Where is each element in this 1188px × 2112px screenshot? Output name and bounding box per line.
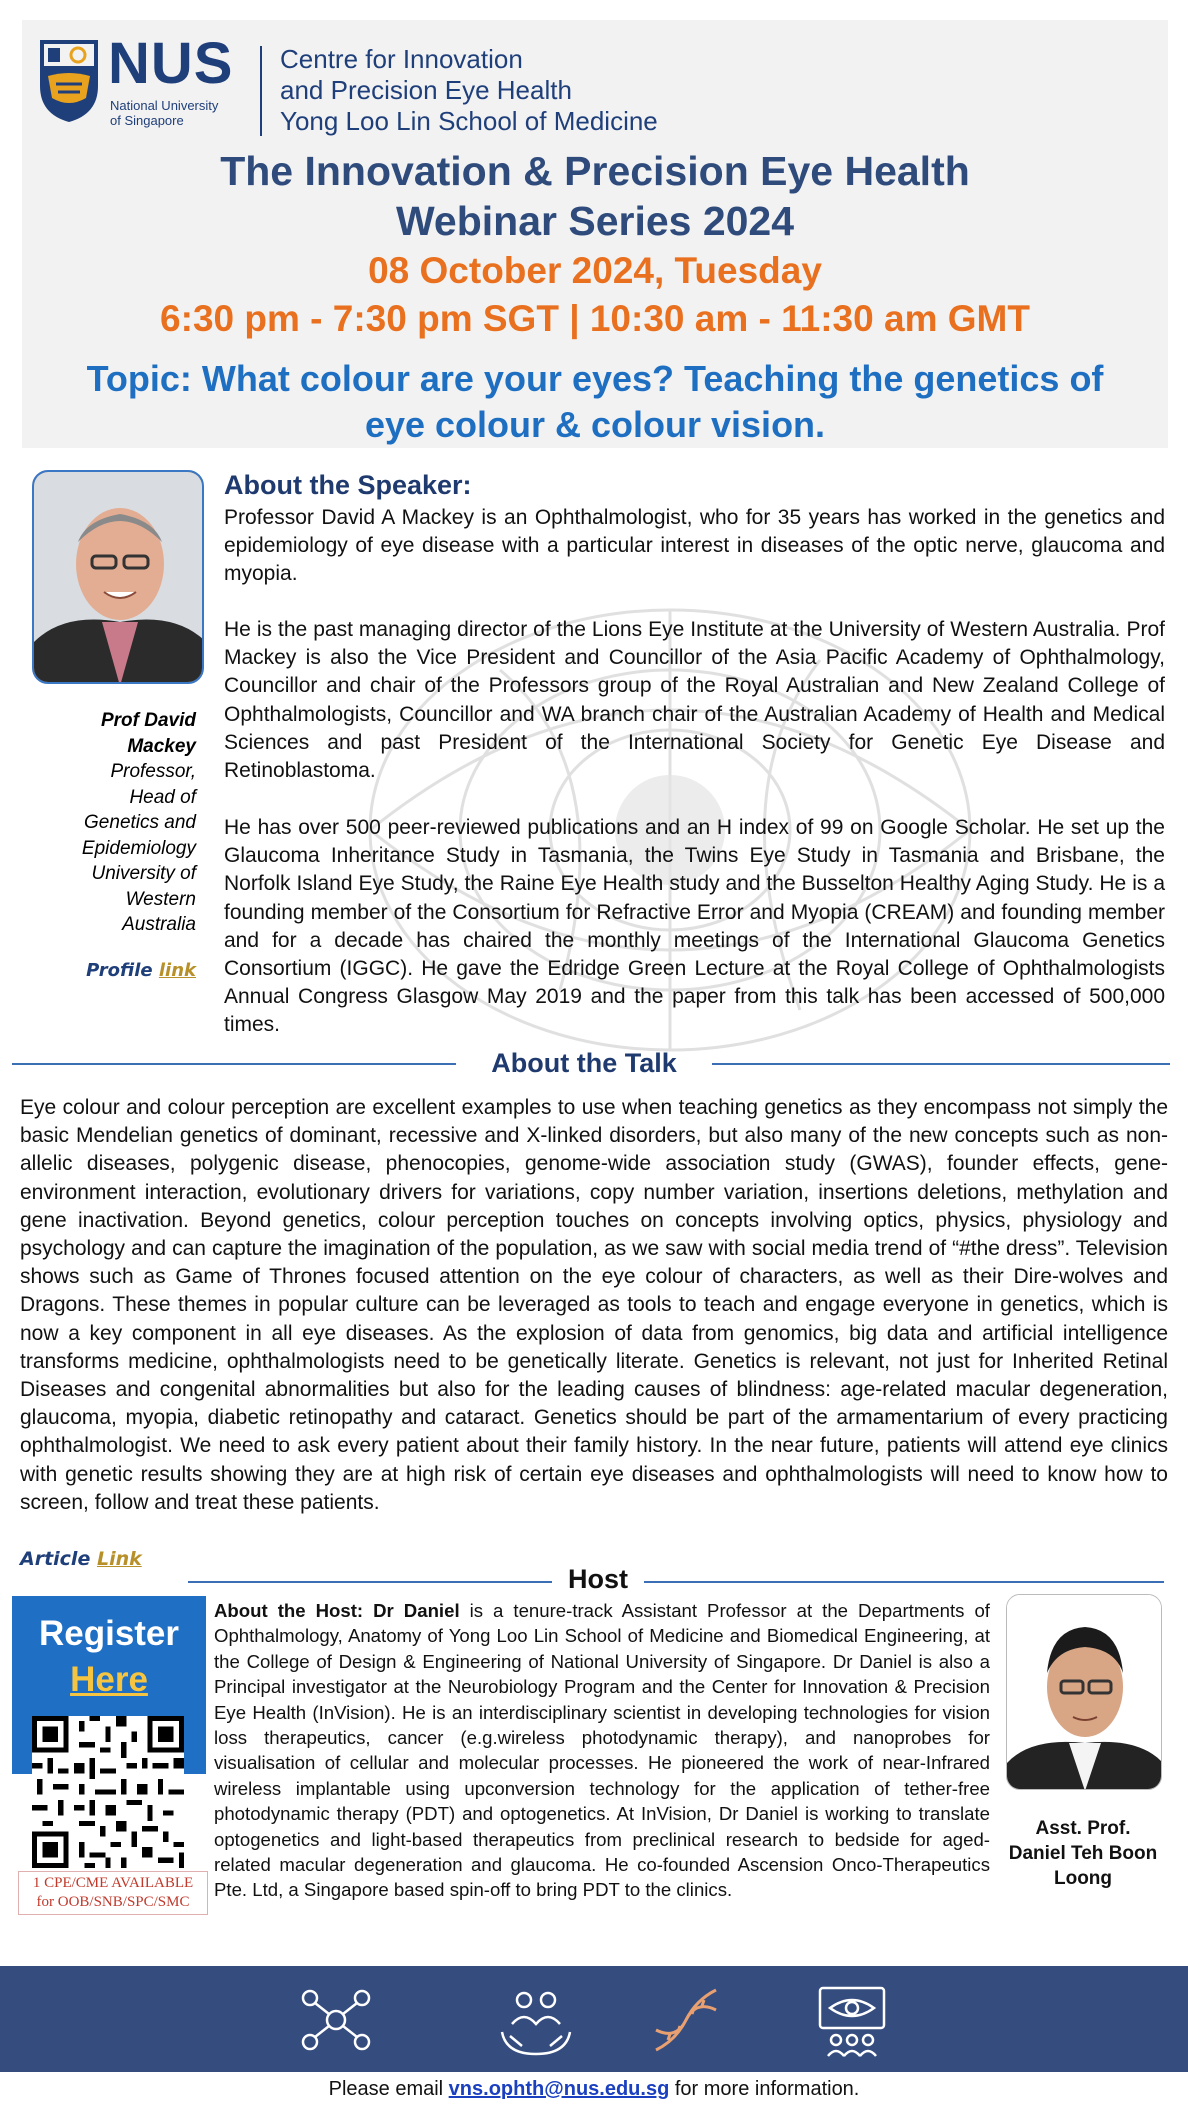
profile-line <box>40 960 196 981</box>
event-date: 08 October 2024, Tuesday <box>368 250 822 291</box>
nus-wordmark: NUS <box>108 31 234 96</box>
event-title-line2: Webinar Series 2024 <box>395 198 795 244</box>
host-bio-lead: About the Host: Dr Daniel <box>214 1600 460 1621</box>
about-speaker-heading: About the Speaker: <box>224 470 472 500</box>
host-caption <box>994 1816 1172 1891</box>
section-divider <box>12 1063 456 1065</box>
caring-hands-icon <box>496 1980 576 2060</box>
dna-helix-icon <box>646 1980 726 2060</box>
cpe-line: for OOB/SNB/SPC/SMC <box>36 1894 190 1910</box>
nus-logo <box>36 32 696 152</box>
speaker-role-line: Head of <box>129 786 196 808</box>
network-people-icon <box>296 1980 376 2060</box>
registration-qr-code-icon[interactable] <box>32 1716 184 1868</box>
speaker-bio-paragraph: Professor David A Mackey is an Ophthalmologist, who for 35 years has worked in the genetics and epidemiology of eye disease with a particular interest in diseases of the optic nerve, glaucoma and myopia. <box>224 506 1165 586</box>
cpe-credit-note <box>18 1871 208 1915</box>
centre-name <box>280 44 658 137</box>
speaker-bio-paragraph: He is the past managing director of the Lions Eye Institute at the University of Western Australia. Prof Mackey is also the Vice President and Councillor of the Asia Pacific Academy of Ophthalmology, Councillor and chair of the Professors group of the Royal Australian and New Zealand College of Ophthalmologists, Councillor and WA branch chair of the Australian Academy of Health and Medical Sciences and past President of the International Society for Genetic Eye Disease and Retinoblastoma. <box>224 618 1165 783</box>
speaker-photo <box>32 470 204 684</box>
centre-line: Yong Loo Lin School of Medicine <box>280 106 658 136</box>
centre-line: Centre for Innovation <box>280 44 523 74</box>
contact-suffix: for more information. <box>669 2078 860 2100</box>
speaker-role-line: University of <box>91 863 196 884</box>
host-caption-line: Loong <box>1053 1868 1113 1889</box>
footer-icon-band <box>0 1966 1188 2072</box>
contact-line <box>0 2078 1188 2101</box>
profile-label: Profile <box>86 960 153 981</box>
speaker-name: Prof David Mackey <box>100 710 196 757</box>
host-heading: Host <box>568 1564 628 1594</box>
nus-crest-icon <box>36 36 102 124</box>
event-title-line1: The Innovation & Precision Eye Health <box>220 148 970 194</box>
speaker-role-line: Professor, <box>110 761 196 782</box>
article-line <box>20 1548 142 1570</box>
logo-divider <box>260 46 262 136</box>
register-here-link[interactable]: Here <box>70 1660 148 1699</box>
article-label: Article <box>20 1548 91 1570</box>
host-bio <box>214 1598 990 1903</box>
host-caption-line: Daniel Teh Boon <box>1008 1843 1158 1864</box>
cpe-line: 1 CPE/CME AVAILABLE <box>32 1875 194 1891</box>
header-banner <box>22 20 1168 448</box>
section-divider <box>188 1581 552 1583</box>
host-portrait-image <box>1007 1595 1162 1790</box>
nus-subtitle: National University of Singapore <box>110 98 219 128</box>
speaker-bio-paragraph: He has over 500 peer-reviewed publications and an H index of 99 on Google Scholar. He set up the Glaucoma Inheritance Study in Tasmania, the Twins Eye Study in Tasmania and Brisbane, the Norfolk Island Eye Study, the Raine Eye Health study and the Busselton Healthy Aging Study. He is a founding member of the Consortium for Refractive Error and Myopia (CREAM) and founding member and for a decade has chaired the monthly meetings of the International Glaucoma Genetics Consortium (IGGC). He gave the Edridge Green Lecture at the Royal College of Ophthalmologists Annual Congress Glasgow May 2019 and the paper from this talk has been accessed of 500,000 times. <box>224 816 1165 1037</box>
speaker-role-line: Epidemiology <box>81 837 196 859</box>
register-label: Register <box>38 1614 180 1653</box>
speaker-role-line: Western <box>125 888 196 910</box>
event-time: 6:30 pm - 7:30 pm SGT | 10:30 am - 11:30 am GMT <box>160 298 1030 339</box>
speaker-role-line: Australia <box>122 914 196 935</box>
talk-abstract: Eye colour and colour perception are excellent examples to use when teaching genetics as they encompass not simply the basic Mendelian genetics of dominant, recessive and X-linked disorders, but also many of the new concepts such as non-allelic diseases, polygenic disease, phenocopies, genome-wide association study (GWAS), founder effects, gene-environment interaction, evolutionary drivers for variations, copy number variation, insertions deletions, methylation and gene inactivation. Beyond genetics, colour perception touches on concepts involving optics, physics, physiology and psychology and can capture the imagination of the population, as we saw with social media trend of “#the dress”. Television shows such as Game of Thrones focused attention on the eye colour of characters, as well as their Dire-wolves and Dragons. These themes in popular culture can be leveraged as tools to teach and engage everyone in genetics, which is now a key component in all eye diseases. As the explosion of data from genomics, big data and artificial intelligence transforms medicine, ophthalmologists need to be genetically literate. Genetics is relevant, not just for Inherited Retinal Diseases and congenital abnormalities but also for the leading causes of blindness: age-related macular degeneration, glaucoma, myopia, diabetic retinopathy and cataract. Genetics should be part of the armamentarium of every practicing ophthalmologist. We need to ask every patient about their family history. In the near future, patients will attend eye clinics with genetic results showing they are at high risk of certain eye diseases and ophthalmologists will need to know how to screen, follow and treat these patients. <box>20 1096 1168 1514</box>
contact-prefix: Please email <box>328 2078 449 2100</box>
eye-screen-icon <box>812 1980 892 2060</box>
contact-email-link[interactable]: vns.ophth@nus.edu.sg <box>448 2078 670 2100</box>
host-caption-line: Asst. Prof. <box>1035 1818 1131 1839</box>
speaker-portrait-image <box>34 472 204 684</box>
centre-line: and Precision Eye Health <box>280 75 572 105</box>
host-photo <box>1006 1594 1162 1790</box>
section-divider <box>712 1063 1170 1065</box>
about-talk-heading: About the Talk <box>491 1048 677 1078</box>
speaker-caption <box>40 708 196 938</box>
profile-link[interactable]: link <box>158 960 196 981</box>
speaker-role-line: Genetics and <box>84 812 196 833</box>
host-bio-text: is a tenure-track Assistant Professor at the Departments of Ophthalmology, Anatomy of Yong Loo Lin School of Medicine and Biomedical Engineering, at the College of Design & Engineering of National University of Singapore. Dr Daniel is also a Principal investigator at the Neurobiology Program and the Center for Innovation & Precision Eye Health (InVision). He is an interdisciplinary scientist in developing technologies for vision loss therapeutics, cancer (e.g.wireless photodynamic therapy), and nanoprobes for visualisation of cellular and molecular processes. He pioneered the work of near-Infrared wireless implantable using upconversion technology for the application of tether-free photodynamic therapy (PDT) and optogenetics. At InVision, Dr Daniel is working to translate optogenetics and light-based therapeutics from preclinical research to bedside for aged-related macular degeneration and glaucoma. He co-founded Ascension Onco-Therapeutics Pte. Ltd, a Singapore based spin-off to bring PDT to the clinics. <box>214 1600 990 1901</box>
event-topic: Topic: What colour are your eyes? Teaching the genetics of eye colour & colour vision. <box>86 358 1104 445</box>
section-divider <box>644 1581 1164 1583</box>
article-link[interactable]: Link <box>96 1548 142 1570</box>
